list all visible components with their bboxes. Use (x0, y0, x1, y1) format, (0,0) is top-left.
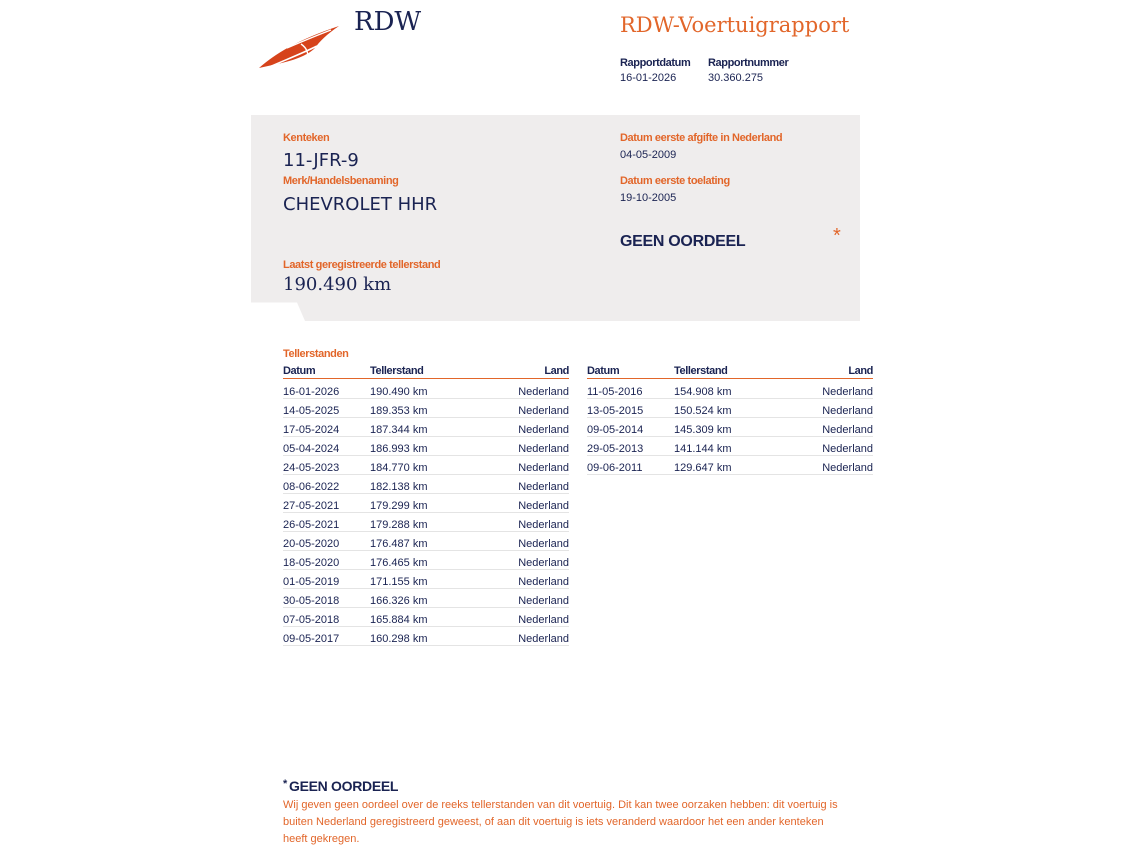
row-land: Nederland (822, 443, 873, 455)
footer-title-text: GEEN OORDEEL (288, 778, 399, 794)
row-tellerstand: 171.155 km (370, 576, 428, 588)
row-land: Nederland (518, 538, 569, 550)
row-datum: 29-05-2013 (587, 443, 644, 455)
row-tellerstand: 179.288 km (370, 519, 428, 531)
afgifte-label: Datum eerste afgifte in Nederland (620, 132, 783, 144)
table-row (587, 437, 873, 456)
row-tellerstand: 190.490 km (370, 386, 428, 398)
row-tellerstand: 187.344 km (370, 424, 428, 436)
header-datum: Datum (587, 365, 620, 377)
table-row (283, 380, 569, 399)
table-row (587, 418, 873, 437)
rapportnummer-value: 30.360.275 (708, 72, 764, 84)
row-land: Nederland (518, 519, 569, 531)
table-header (283, 365, 569, 379)
row-tellerstand: 176.487 km (370, 538, 428, 550)
table-row (283, 456, 569, 475)
row-tellerstand: 150.524 km (674, 405, 732, 417)
row-land: Nederland (822, 405, 873, 417)
row-land: Nederland (518, 462, 569, 474)
report-title: RDW-Voertuigrapport (620, 13, 850, 37)
row-land: Nederland (822, 462, 873, 474)
row-tellerstand: 160.298 km (370, 633, 428, 645)
row-datum: 13-05-2015 (587, 405, 644, 417)
footer-title (283, 778, 398, 794)
row-land: Nederland (518, 557, 569, 569)
afgifte-value: 04-05-2009 (620, 149, 677, 161)
row-land: Nederland (822, 386, 873, 398)
row-tellerstand: 182.138 km (370, 481, 428, 493)
row-tellerstand: 176.465 km (370, 557, 428, 569)
table-row (587, 456, 873, 475)
row-land: Nederland (518, 500, 569, 512)
row-tellerstand: 186.993 km (370, 443, 428, 455)
laatste-tellerstand-value: 190.490 km (283, 274, 392, 295)
row-tellerstand: 165.884 km (370, 614, 428, 626)
header-tellerstand: Tellerstand (674, 365, 728, 377)
table-row (283, 570, 569, 589)
row-tellerstand: 189.353 km (370, 405, 428, 417)
rapportdatum-value: 16-01-2026 (620, 72, 677, 84)
row-datum: 09-06-2011 (587, 462, 643, 474)
row-datum: 18-05-2020 (283, 557, 340, 569)
row-land: Nederland (518, 576, 569, 588)
brand-name: RDW (354, 7, 422, 37)
rapportnummer-label: Rapportnummer (708, 57, 789, 69)
header-datum: Datum (283, 365, 316, 377)
row-datum: 27-05-2021 (283, 500, 340, 512)
table-row (283, 608, 569, 627)
rapportdatum-label: Rapportdatum (620, 57, 691, 69)
row-datum: 09-05-2014 (587, 424, 644, 436)
header-land: Land (544, 365, 569, 377)
footer-asterisk: * (283, 778, 287, 790)
merk-value: CHEVROLET HHR (283, 194, 438, 215)
table-row (283, 551, 569, 570)
row-datum: 01-05-2019 (283, 576, 340, 588)
row-tellerstand: 129.647 km (674, 462, 732, 474)
laatste-tellerstand-label: Laatst geregistreerde tellerstand (283, 259, 441, 271)
row-datum: 20-05-2020 (283, 538, 340, 550)
table-row (283, 475, 569, 494)
row-datum: 09-05-2017 (283, 633, 340, 645)
row-datum: 30-05-2018 (283, 595, 340, 607)
header-tellerstand: Tellerstand (370, 365, 424, 377)
row-land: Nederland (822, 424, 873, 436)
table-header (587, 365, 873, 379)
table-row (283, 532, 569, 551)
tellerstanden-table-right (587, 365, 873, 475)
row-datum: 11-05-2016 (587, 386, 643, 398)
row-land: Nederland (518, 614, 569, 626)
row-land: Nederland (518, 424, 569, 436)
row-land: Nederland (518, 595, 569, 607)
toelating-value: 19-10-2005 (620, 192, 677, 204)
row-datum: 24-05-2023 (283, 462, 340, 474)
row-tellerstand: 145.309 km (674, 424, 732, 436)
row-land: Nederland (518, 633, 569, 645)
table-body-right (587, 380, 873, 475)
table-row (283, 418, 569, 437)
tellerstanden-title: Tellerstanden (283, 348, 349, 360)
table-row (283, 589, 569, 608)
row-datum: 26-05-2021 (283, 519, 340, 531)
row-land: Nederland (518, 481, 569, 493)
oordeel-status: GEEN OORDEEL (620, 233, 746, 250)
rdw-feather-logo-icon (257, 24, 341, 70)
row-datum: 16-01-2026 (283, 386, 340, 398)
row-tellerstand: 141.144 km (674, 443, 732, 455)
row-land: Nederland (518, 405, 569, 417)
table-row (587, 380, 873, 399)
tellerstanden-table-left (283, 365, 569, 646)
row-datum: 08-06-2022 (283, 481, 340, 493)
row-land: Nederland (518, 443, 569, 455)
row-tellerstand: 184.770 km (370, 462, 428, 474)
table-row (283, 627, 569, 646)
row-datum: 17-05-2024 (283, 424, 340, 436)
table-row (283, 399, 569, 418)
row-datum: 05-04-2024 (283, 443, 340, 455)
row-tellerstand: 154.908 km (674, 386, 732, 398)
table-row (587, 399, 873, 418)
footer-explanation: Wij geven geen oordeel over de reeks tellerstanden van dit voertuig. Dit kan twee oorzaken hebben: dit voertuig is buiten Nederland geregistreerd geweest, of aan dit voertuig is iets veranderd waardoor het een ander kenteken heeft gekregen. (283, 799, 838, 845)
row-tellerstand: 166.326 km (370, 595, 428, 607)
table-row (283, 437, 569, 456)
table-body-left (283, 380, 569, 646)
toelating-label: Datum eerste toelating (620, 175, 730, 187)
header-land: Land (848, 365, 873, 377)
row-datum: 14-05-2025 (283, 405, 340, 417)
row-land: Nederland (518, 386, 569, 398)
row-tellerstand: 179.299 km (370, 500, 428, 512)
kenteken-label: Kenteken (283, 132, 330, 144)
oordeel-asterisk: * (833, 225, 841, 247)
kenteken-value: 11-JFR-9 (283, 150, 359, 171)
table-row (283, 513, 569, 532)
row-datum: 07-05-2018 (283, 614, 340, 626)
merk-label: Merk/Handelsbenaming (283, 175, 399, 187)
table-row (283, 494, 569, 513)
